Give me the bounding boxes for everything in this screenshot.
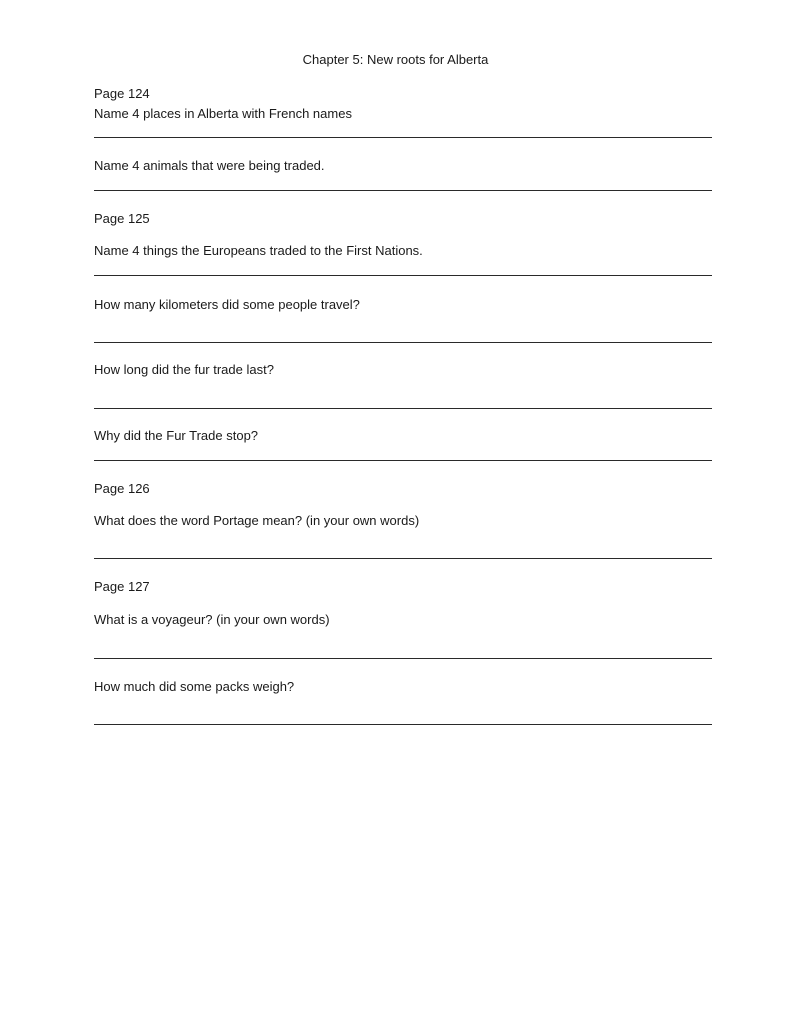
- question-european-trade-goods: Name 4 things the Europeans traded to the First Nations.: [94, 243, 423, 258]
- page-label-127: Page 127: [94, 579, 150, 594]
- question-voyageur-meaning: What is a voyageur? (in your own words): [94, 612, 330, 627]
- answer-line[interactable]: [94, 137, 712, 138]
- answer-line[interactable]: [94, 342, 712, 343]
- question-fur-trade-stop: Why did the Fur Trade stop?: [94, 428, 259, 443]
- question-french-place-names: Name 4 places in Alberta with French names: [94, 106, 352, 121]
- question-animals-traded: Name 4 animals that were being traded.: [94, 158, 325, 173]
- answer-line[interactable]: [94, 724, 712, 725]
- question-kilometers-travelled: How many kilometers did some people travel?: [94, 297, 360, 312]
- answer-line[interactable]: [94, 190, 712, 191]
- question-fur-trade-duration: How long did the fur trade last?: [94, 362, 274, 377]
- page-label-125: Page 125: [94, 211, 150, 226]
- question-pack-weight: How much did some packs weigh?: [94, 679, 295, 694]
- question-portage-meaning: What does the word Portage mean? (in your own words): [94, 513, 420, 528]
- page-label-124: Page 124: [94, 86, 150, 101]
- answer-line[interactable]: [94, 658, 712, 659]
- answer-line[interactable]: [94, 558, 712, 559]
- answer-line[interactable]: [94, 408, 712, 409]
- answer-line[interactable]: [94, 460, 712, 461]
- answer-line[interactable]: [94, 275, 712, 276]
- worksheet-title: Chapter 5: New roots for Alberta: [302, 52, 489, 67]
- page-label-126: Page 126: [94, 481, 150, 496]
